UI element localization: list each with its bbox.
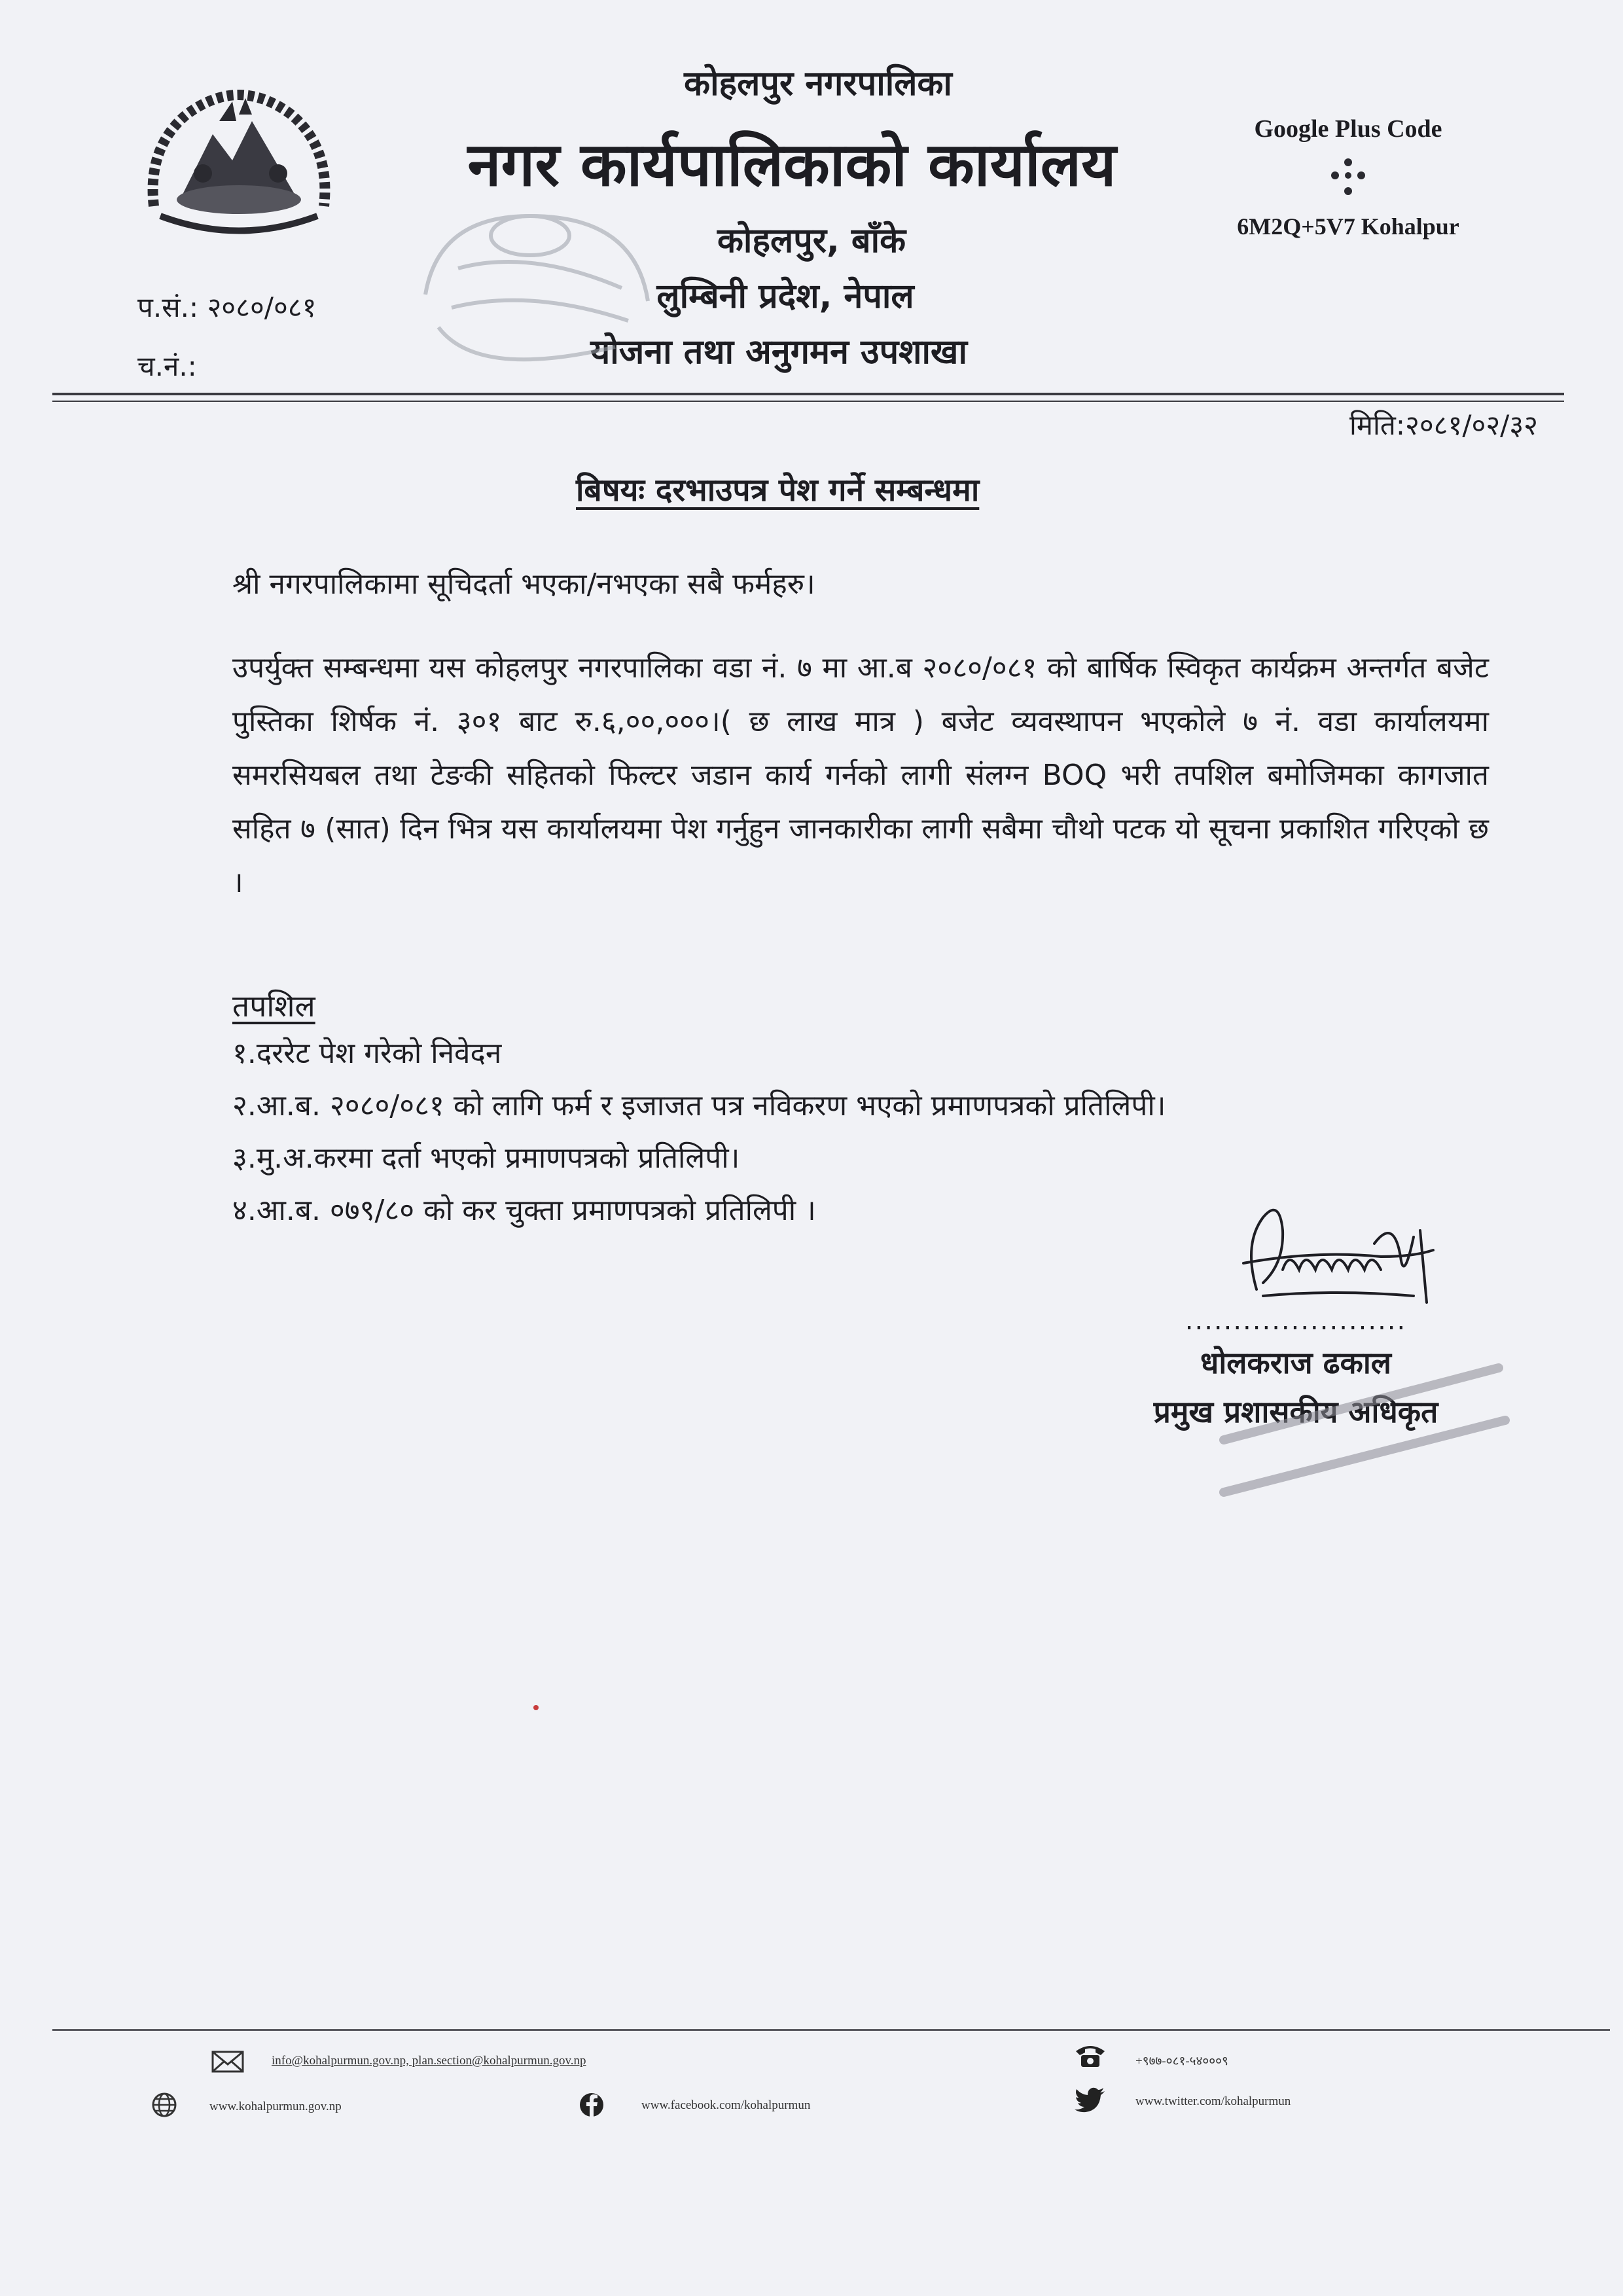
twitter-bird-icon	[1073, 2087, 1107, 2113]
office-title: नगर कार्यपालिकाको कार्यालय	[467, 130, 1116, 200]
municipality-name: कोहलपुर नगरपालिका	[684, 64, 952, 103]
province-line: लुम्बिनी प्रदेश, नेपाल	[656, 277, 914, 316]
reference-number: प.सं.: २०८०/०८१	[137, 291, 317, 323]
list-item: ४.आ.ब. ०७९/८० को कर चुक्ता प्रमाणपत्रको प्रतिलिपी ।	[232, 1194, 816, 1227]
details-heading: तपशिल	[232, 988, 315, 1024]
list-item: २.आ.ब. २०८०/०८१ को लागि फर्म र इजाजत पत्र नविकरण भएको प्रमाणपत्रको प्रतिलिपी।	[232, 1089, 1166, 1122]
footer-phone: +९७७-०८१-५४०००९	[1135, 2054, 1228, 2068]
footer-rule	[52, 2029, 1610, 2031]
footer-website[interactable]: www.kohalpurmun.gov.np	[209, 2100, 342, 2113]
header-rule	[52, 393, 1564, 395]
google-plus-code-value: 6M2Q+5V7 Kohalpur	[1237, 213, 1459, 240]
telephone-icon	[1073, 2042, 1107, 2068]
plus-code-dots-icon	[1327, 157, 1369, 199]
footer-email[interactable]: info@kohalpurmun.gov.np, plan.section@kohalpurmun.gov.np	[272, 2054, 586, 2068]
salutation: श्री नगरपालिकामा सूचिदर्ता भएका/नभएका सबै फर्महरु।	[232, 567, 815, 601]
google-plus-code-title: Google Plus Code	[1254, 115, 1442, 143]
facebook-icon	[575, 2092, 609, 2118]
address-line: कोहलपुर, बाँके	[717, 221, 906, 260]
subject-line: बिषयः दरभाउपत्र पेश गर्ने सम्बन्धमा	[576, 472, 980, 509]
footer-facebook[interactable]: www.facebook.com/kohalpurmun	[641, 2098, 811, 2112]
body-paragraph: उपर्युक्त सम्बन्धमा यस कोहलपुर नगरपालिका वडा नं. ७ मा आ.ब २०८०/०८१ को बार्षिक स्विकृत कार्यक्रम अन्तर्गत बजेट पुस्तिका शिर्षक नं. ३०१ बाट रु.६,००,०००।( छ लाख मात्र ) बजेट व्यवस्थापन भएकोले ७ नं. वडा कार्यालयमा समरसियबल तथा टेङकी सहितको फिल्टर जडान कार्य गर्नको लागी संलग्न BOQ भरी तपशिल बमोजिमका कागजात सहित ७ (सात) दिन भित्र यस कार्यालयमा पेश गर्नुहुन जानकारीका लागी सबैमा चौथो पटक यो सूचना प्रकाशित गरिएको छ ।	[232, 651, 1489, 899]
list-item: ३.मु.अ.करमा दर्ता भएको प्रमाणपत्रको प्रतिलिपी।	[232, 1141, 740, 1175]
name-stamp-icon	[1198, 1342, 1525, 1518]
letter-date: मिति:२०८१/०२/३२	[1349, 409, 1538, 441]
signatory-title: प्रमुख प्रशासकीय अधिकृत	[1153, 1394, 1438, 1429]
signatory-name: धोलकराज ढकाल	[1200, 1345, 1391, 1380]
footer-twitter[interactable]: www.twitter.com/kohalpurmun	[1135, 2094, 1291, 2108]
list-item: १.दररेट पेश गरेको निवेदन	[232, 1037, 502, 1070]
header-rule-thin	[52, 401, 1564, 402]
dispatch-number: च.नं.:	[137, 350, 197, 382]
signature-icon	[1217, 1191, 1453, 1309]
globe-icon	[147, 2092, 181, 2118]
office-stamp-icon	[399, 196, 674, 393]
nepal-emblem-icon	[141, 75, 337, 245]
section-name: योजना तथा अनुगमन उपशाखा	[590, 332, 967, 372]
signature-line: .......................	[1185, 1306, 1407, 1336]
envelope-icon	[211, 2049, 245, 2075]
ink-speck	[533, 1705, 539, 1710]
